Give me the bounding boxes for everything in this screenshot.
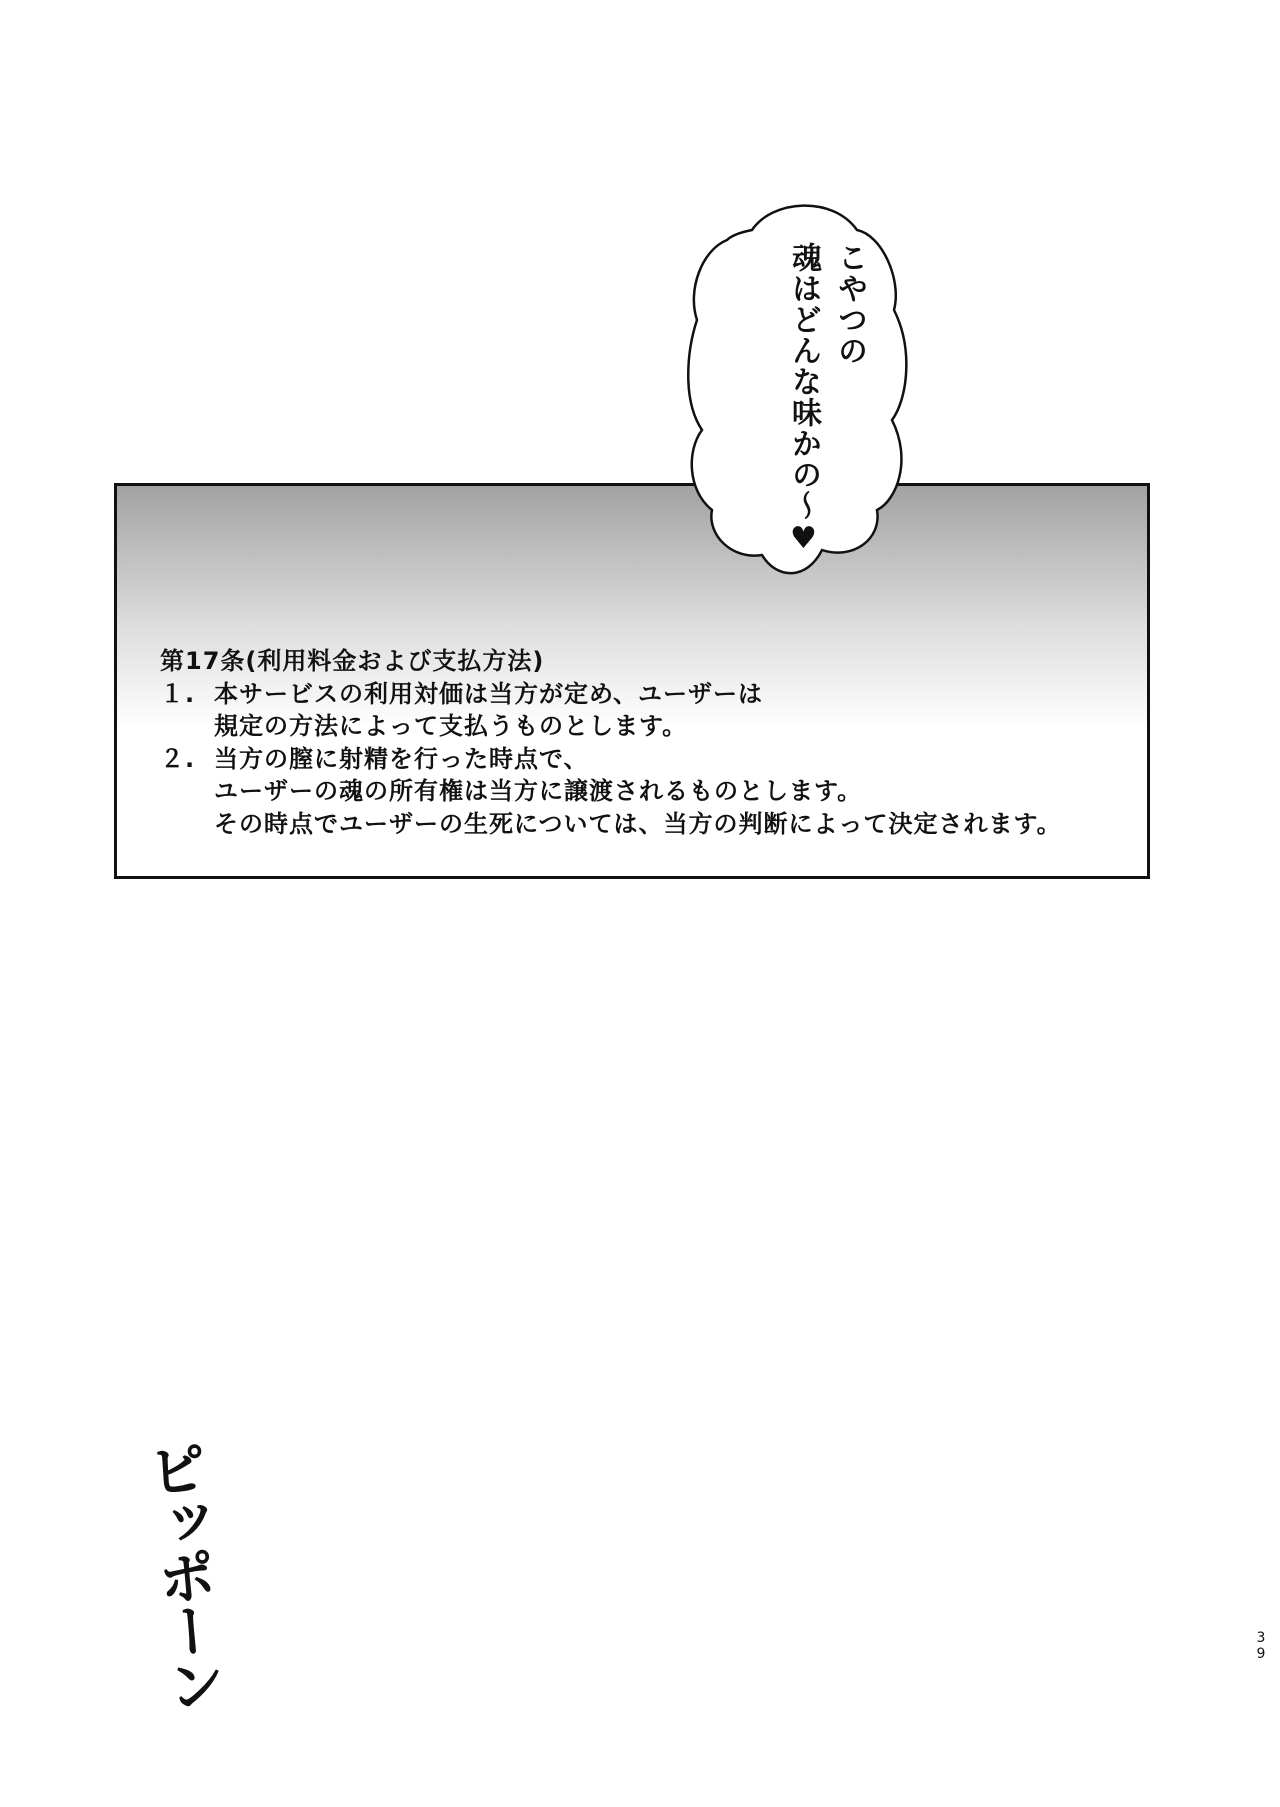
sound-effect: ピッポーン: [136, 1437, 228, 1713]
terms-item-2: [160, 743, 1062, 776]
item-line: ユーザーの魂の所有権は当方に譲渡されるものとします。: [214, 777, 863, 805]
item-number: ２.: [160, 744, 196, 773]
item-number: １.: [160, 679, 196, 708]
terms-text: [160, 645, 1062, 840]
item-line: 当方の膣に射精を行った時点で、: [214, 744, 589, 773]
item-line: その時点でユーザーの生死については、当方の判断によって決定されます。: [214, 809, 1062, 838]
page-number: 39: [1253, 1630, 1269, 1662]
terms-item-1: [160, 678, 1062, 711]
item-line: 本サービスの利用対価は当方が定め、ユーザーは: [214, 679, 764, 708]
bubble-line-2: 魂はどんな味かの～♥: [786, 242, 821, 557]
item-line: 規定の方法によって支払うものとします。: [214, 712, 688, 740]
bubble-line-1: こやつの: [832, 242, 867, 366]
speech-bubble: [682, 200, 914, 577]
terms-heading: 第17条(利用料金および支払方法): [160, 647, 545, 675]
